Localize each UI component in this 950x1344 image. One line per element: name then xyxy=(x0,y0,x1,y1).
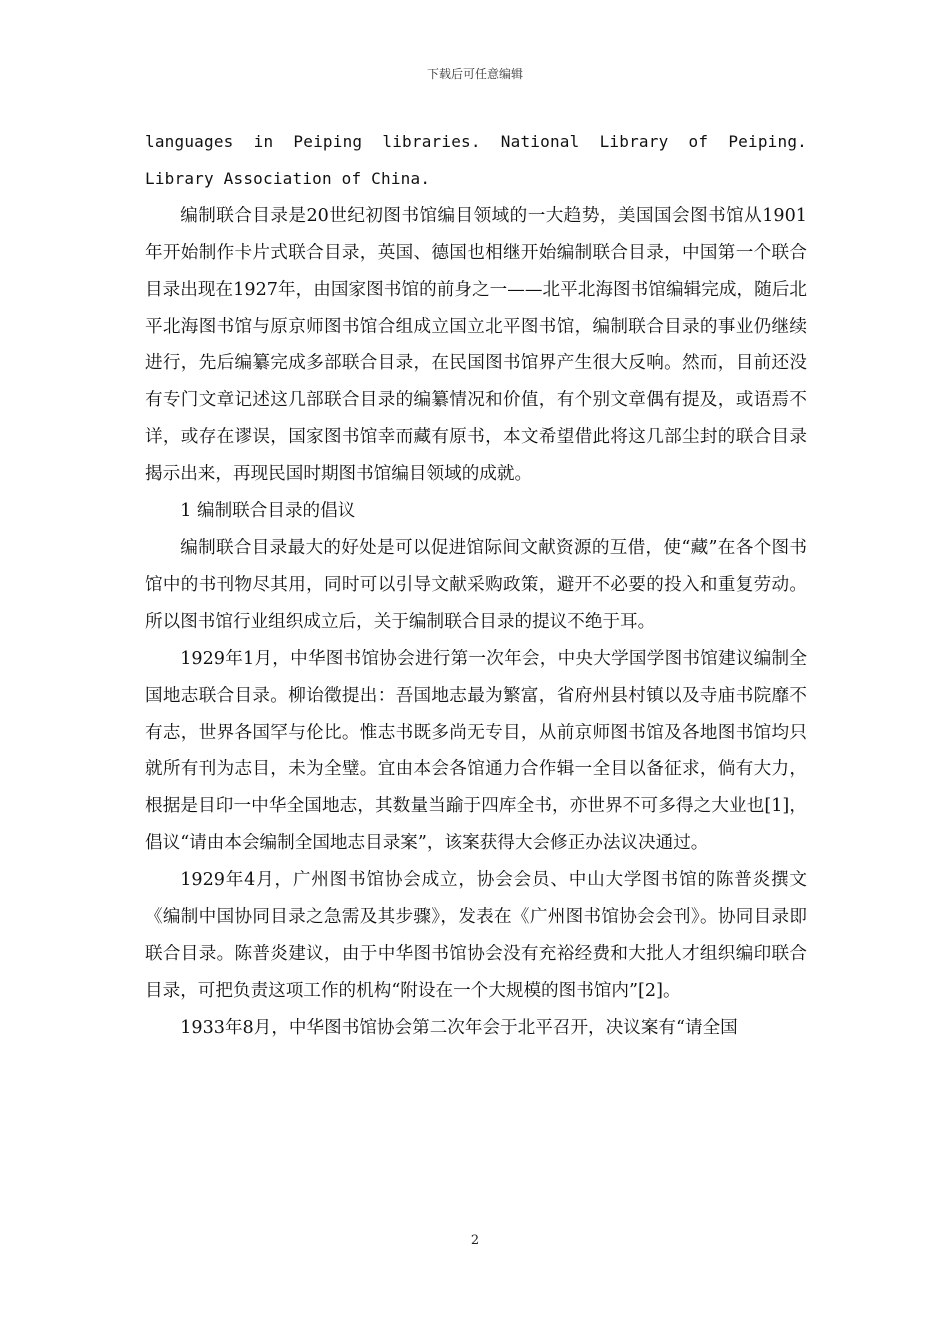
paragraph-1929-january: 1929年1月，中华图书馆协会进行第一次年会，中央大学国学图书馆建议编制全国地志联合目录。柳诒徵提出：吾国地志最为繁富，省府州县村镇以及寺庙书院靡不有志，世界各国罕与伦比。惟志书既多尚无专目，从前京师图书馆及各地图书馆均只就所有刊为志目，未为全璧。宜由本会各馆通力合作辑一全目以备征求，倘有大力，根据是目印一中华全国地志，其数量当踰于四库全书，亦世界不可多得之大业也[1]，倡议“请由本会编制全国地志目录案”，该案获得大会修正办法议决通过。 xyxy=(145,648,807,854)
section-heading: 1 编制联合目录的倡议 xyxy=(180,501,356,522)
paragraph-1933-august: 1933年8月，中华图书馆协会第二次年会于北平召开，决议案有“请全国 xyxy=(180,1017,738,1038)
paragraph-1929-april: 1929年4月，广州图书馆协会成立，协会会员、中山大学图书馆的陈普炎撰文《编制中国协同目录之急需及其步骤》，发表在《广州图书馆协会会刊》。协同目录即联合目录。陈普炎建议，由于中华图书馆协会没有充裕经费和大批人才组织编印联合目录，可把负责这项工作的机构“附设在一个大规模的图书馆内”[2]。 xyxy=(145,870,807,1001)
document-body xyxy=(145,124,807,1047)
reference-continuation: languages in Peiping libraries. National Library of Peiping. Library Association of China. xyxy=(145,132,807,188)
paragraph-benefit: 编制联合目录最大的好处是可以促进馆际间文献资源的互借，使“藏”在各个图书馆中的书刊物尽其用，同时可以引导文献采购政策，避开不必要的投入和重复劳动。所以图书馆行业组织成立后，关于编制联合目录的提议不绝于耳。 xyxy=(145,537,807,632)
page-number: 2 xyxy=(470,1233,480,1248)
page-header: 下载后可任意编辑 xyxy=(426,67,523,81)
paragraph-intro: 编制联合目录是20世纪初图书馆编目领域的一大趋势，美国国会图书馆从1901年开始制作卡片式联合目录，英国、德国也相继开始编制联合目录，中国第一个联合目录出现在1927年，由国家图书馆的前身之一——北平北海图书馆编辑完成，随后北平北海图书馆与原京师图书馆合组成立国立北平图书馆，编制联合目录的事业仍继续进行，先后编纂完成多部联合目录，在民国图书馆界产生很大反响。然而，目前还没有专门文章记述这几部联合目录的编纂情况和价值，有个别文章偶有提及，或语焉不详，或存在谬误，国家图书馆幸而藏有原书，本文希望借此将这几部尘封的联合目录揭示出来，再现民国时期图书馆编目领域的成就。 xyxy=(145,205,807,485)
